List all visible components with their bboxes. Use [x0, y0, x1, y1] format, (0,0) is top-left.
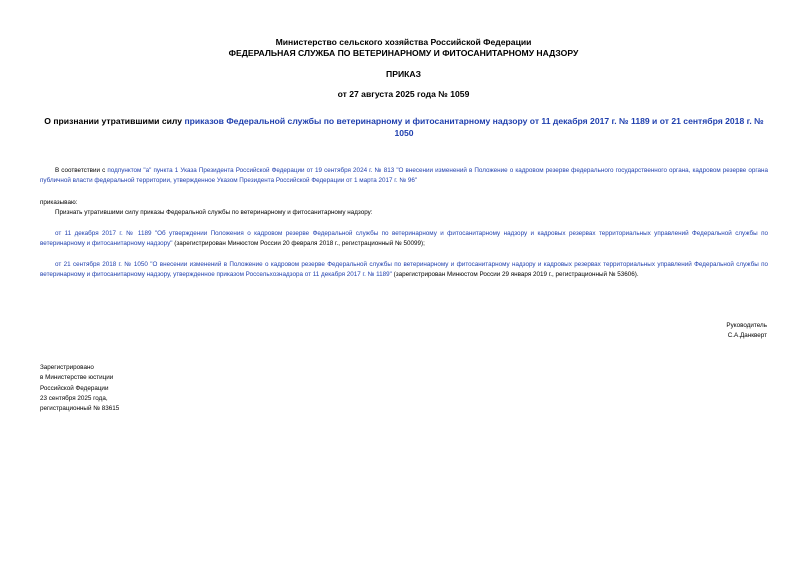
preamble-paragraph [40, 166, 768, 187]
registration-line: в Министерстве юстиции [40, 374, 114, 382]
service-name: ФЕДЕРАЛЬНАЯ СЛУЖБА ПО ВЕТЕРИНАРНОМУ И ФИТОСАНИТАРНОМУ НАДЗОРУ [228, 48, 579, 58]
decision-paragraph: Признать утратившими силу приказы Федеральной службы по ветеринарному и фитосанитарному надзору: [55, 209, 373, 216]
list-item [40, 260, 768, 281]
registration-line: Российской Федерации [40, 384, 109, 392]
order-word: приказываю: [40, 199, 78, 206]
preamble-prefix: В соответствии с [55, 167, 108, 174]
title-prefix: О признании утратившими силу [44, 116, 185, 126]
ministry-name: Министерство сельского хозяйства Российской Федерации [275, 37, 532, 47]
document-type: ПРИКАЗ [386, 69, 421, 79]
item-1-suffix: (зарегистрирован Минюстом России 20 февраля 2018 г., регистрационный № 50099); [172, 240, 425, 248]
registration-block [40, 363, 119, 414]
document-title [40, 115, 768, 139]
registration-line: регистрационный № 83615 [40, 405, 120, 413]
signature-block [726, 321, 767, 342]
item-2-link[interactable]: от 21 сентября 2018 г. № 1050 "О внесении изменений в Положение о кадровом резерве Федеральной службы по ветеринарному и фитосанитарному надзору и кадровых резервах территориальных управлений Федеральной службы по ветеринарному и фитосанитарному надзору, утвержденное приказом Россельхознадзора от 11 декабря 2017 г. № 1189" [40, 261, 768, 279]
list-item [40, 229, 768, 250]
preamble-link[interactable]: подпунктом "а" пункта 1 Указа Президента Российской Федерации от 19 сентября 2024 г. № 813 "О внесении изменений в Положение о кадровом резерве федерального государственного органа, кадровом резерве органа публичной власти федеральной территории, утвержденное Указом Президента Российской Федерации от 1 марта 2017 г. № 96" [40, 167, 768, 185]
signer-position: Руководитель [726, 322, 767, 329]
signer-name: С.А.Данкверт [727, 332, 767, 340]
registration-line: Зарегистрировано [40, 364, 94, 371]
title-link[interactable]: приказов Федеральной службы по ветеринарному и фитосанитарному надзору от 11 декабря 2017 г. № 1189 и от 21 сентября 2018 г. № 1050 [184, 116, 764, 138]
document-date: от 27 августа 2025 года № 1059 [337, 89, 470, 99]
item-2-suffix: (зарегистрирован Минюстом России 29 января 2019 г., регистрационный № 53606). [391, 271, 639, 279]
registration-line: 23 сентября 2025 года, [40, 394, 108, 402]
item-1-link[interactable]: от 11 декабря 2017 г. № 1189 "Об утверждении Положения о кадровом резерве Федеральной службы по ветеринарному и фитосанитарному надзору и кадровых резервах территориальных управлений Федеральной службы по ветеринарному и фитосанитарному надзору" [40, 230, 768, 248]
